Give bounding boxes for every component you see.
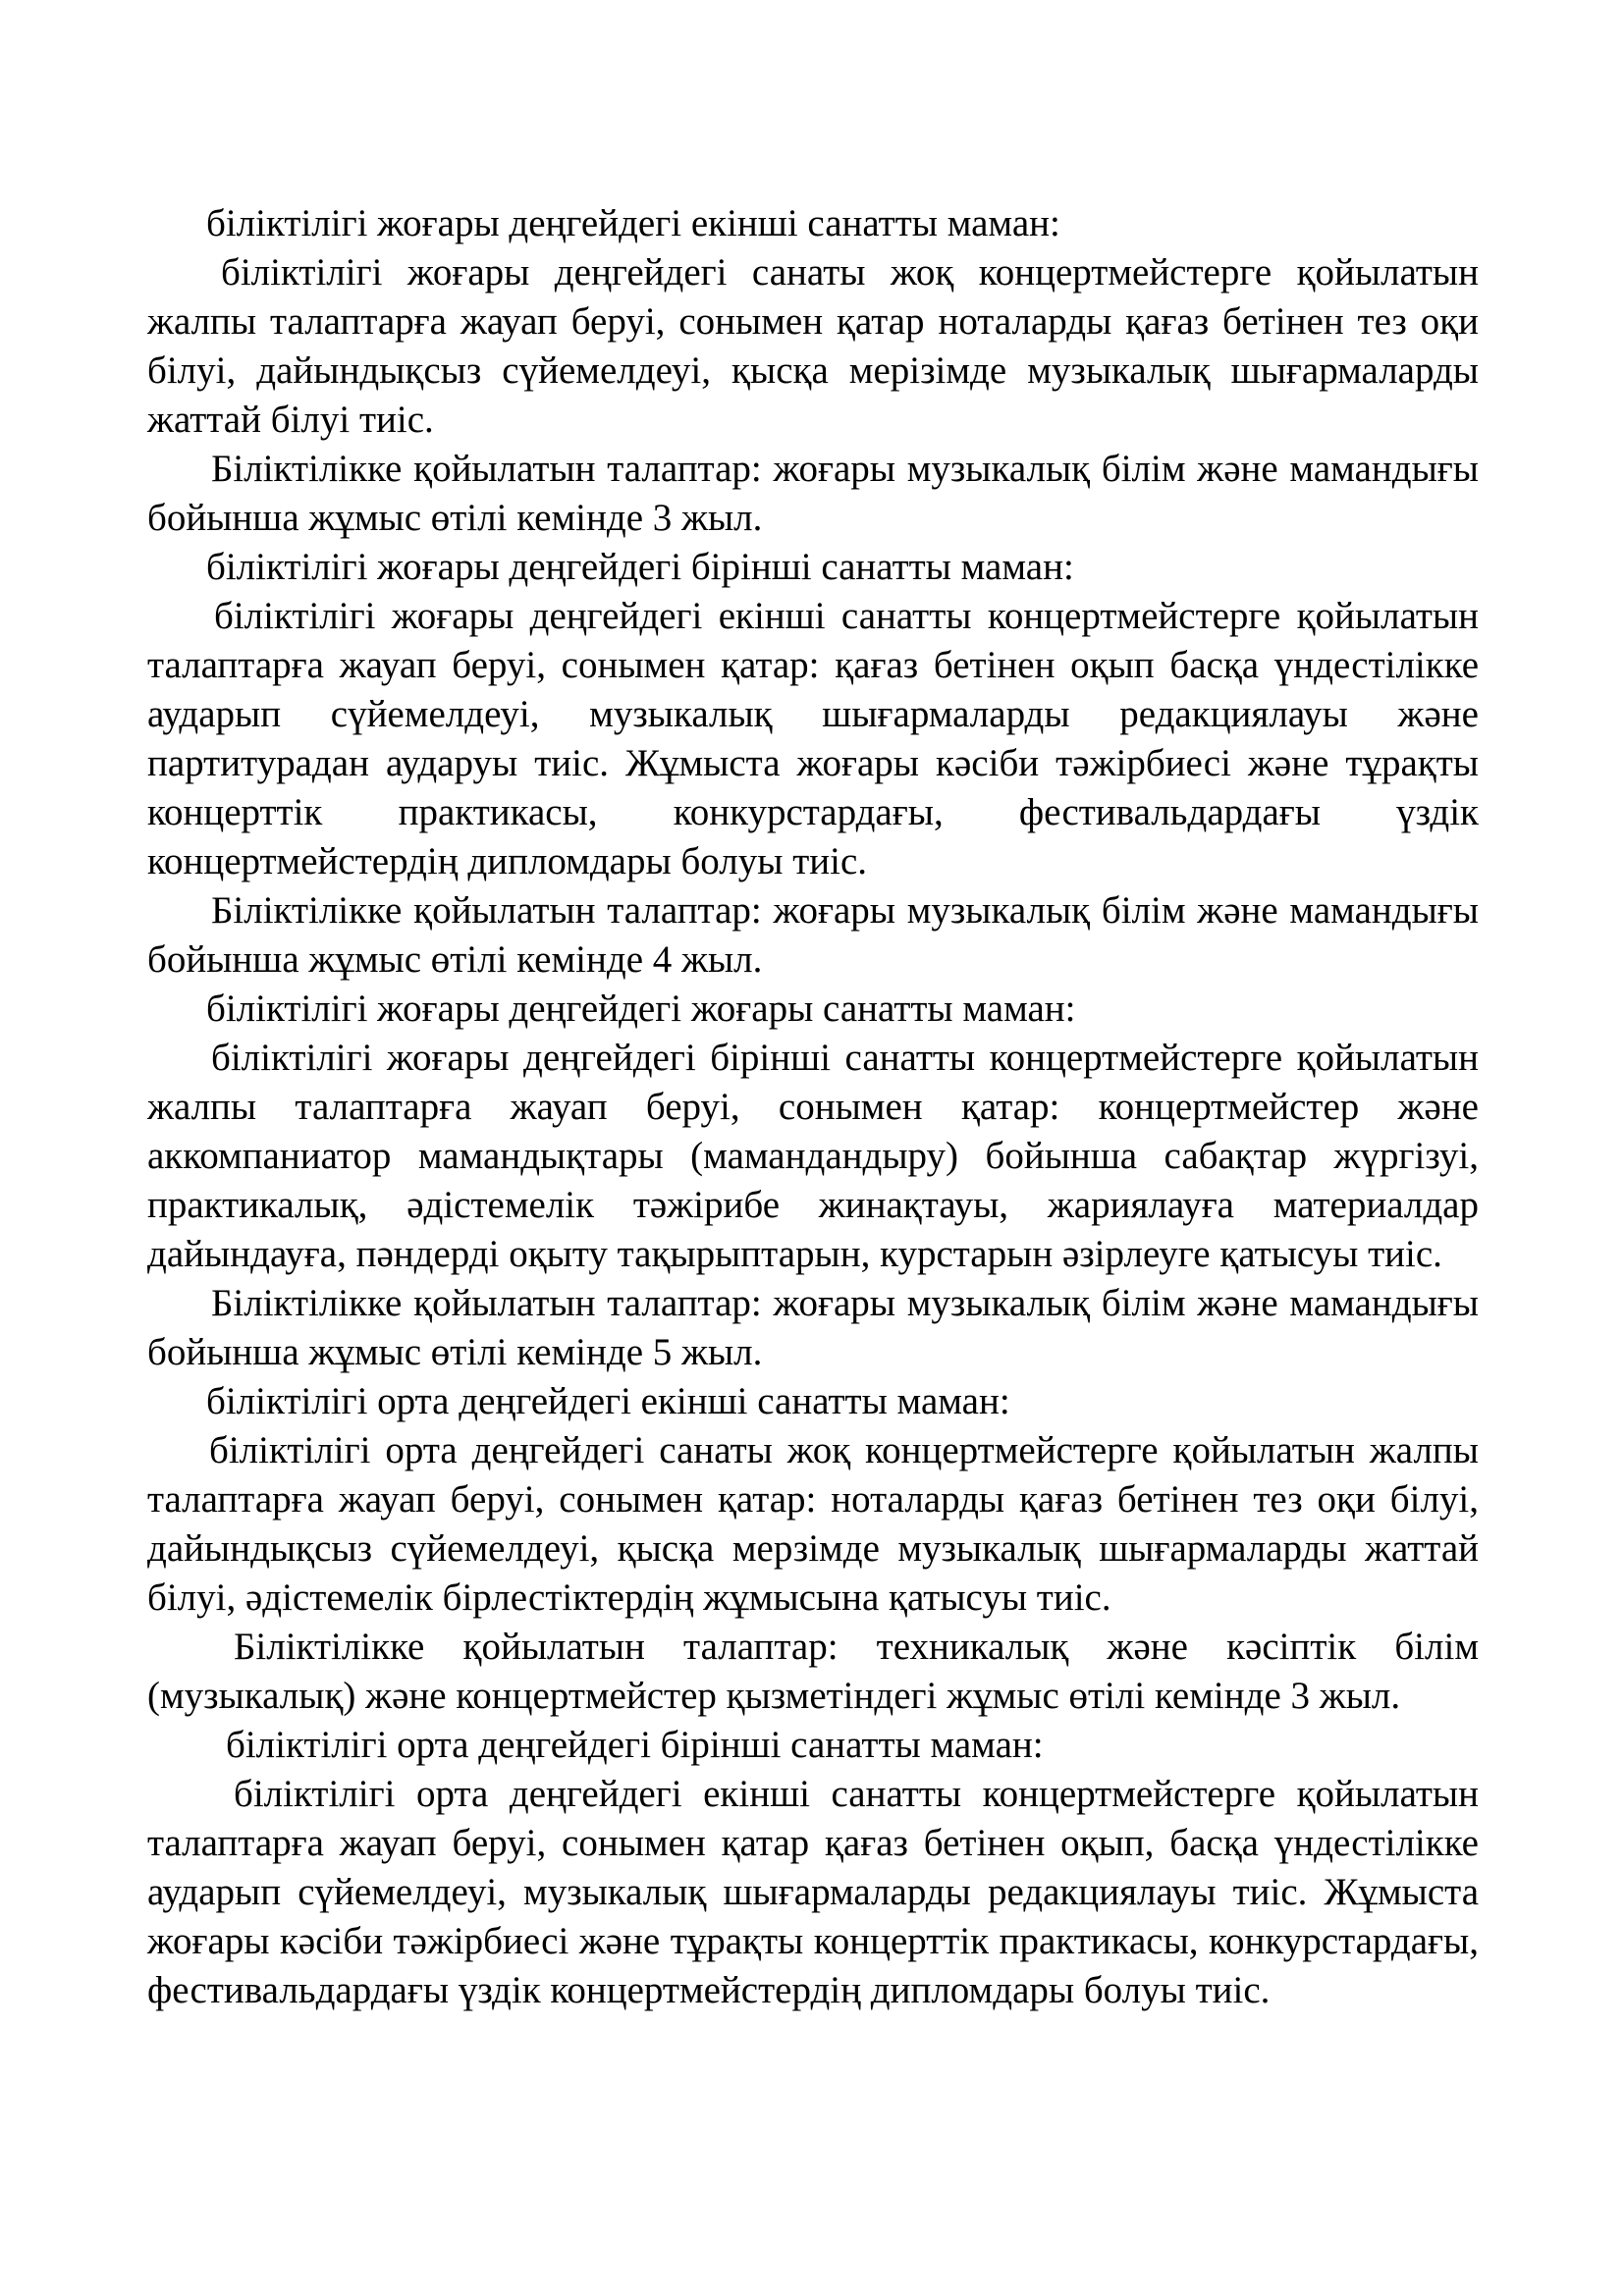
paragraph: біліктілігі жоғары деңгейдегі бірінші санатты концертмейстерге қойылатын жалпы талаптарға жауап беруі, сонымен қатар: концертмейстер және аккомпаниатор мамандықтары (мамандандыру) бойынша сабақтар жүргізуі, практикалық, әдістемелік тәжірибе жинақтауы, жариялауға материалдар дайындауға, пәндерді оқыту тақырыптарын, курстарын әзірлеуге қатысуы тиіс.	[147, 1037, 1479, 1275]
paragraph: Біліктілікке қойылатын талаптар: жоғары музыкалық білім және мамандығы бойынша жұмыс өтілі кемінде 5 жыл.	[147, 1282, 1479, 1373]
paragraph: біліктілігі жоғары деңгейдегі екінші санатты маман:	[206, 202, 1060, 244]
paragraph: біліктілігі жоғары деңгейдегі бірінші санатты маман:	[206, 546, 1074, 588]
paragraph: біліктілігі жоғары деңгейдегі екінші санатты концертмейстерге қойылатын талаптарға жауап беруі, сонымен қатар: қағаз бетінен оқып басқа үндестілікке аударып сүйемелдеуі, музыкалық шығармаларды редакциялауы және партитурадан аударуы тиіс. Жұмыста жоғары кәсіби тәжірбиесі және тұрақты концерттік практикасы, конкурстардағы, фестивальдардағы үздік концертмейстердің дипломдары болуы тиіс.	[147, 595, 1479, 882]
paragraph: Біліктілікке қойылатын талаптар: техникалық және кәсіптік білім (музыкалық) және концертмейстер қызметіндегі жұмыс өтілі кемінде 3 жыл.	[147, 1626, 1479, 1717]
paragraph: біліктілігі орта деңгейдегі екінші санатты концертмейстерге қойылатын талаптарға жауап беруі, сонымен қатар қағаз бетінен оқып, басқа үндестілікке аударып сүйемелдеуі, музыкалық шығармаларды редакциялауы тиіс. Жұмыста жоғары кәсіби тәжірбиесі және тұрақты концерттік практикасы, конкурстардағы, фестивальдардағы үздік концертмейстердің дипломдары болуы тиіс.	[147, 1773, 1479, 2011]
paragraph: біліктілігі жоғары деңгейдегі жоғары санатты маман:	[206, 988, 1076, 1030]
paragraph: біліктілігі орта деңгейдегі бірінші санатты маман:	[226, 1724, 1044, 1766]
paragraph: біліктілігі жоғары деңгейдегі санаты жоқ концертмейстерге қойылатын жалпы талаптарға жауап беруі, сонымен қатар ноталарды қағаз бетінен тез оқи білуі, дайындықсыз сүйемелдеуі, қысқа мерізімде музыкалық шығармаларды жаттай білуі тиіс.	[147, 251, 1479, 441]
paragraph: Біліктілікке қойылатын талаптар: жоғары музыкалық білім және мамандығы бойынша жұмыс өтілі кемінде 4 жыл.	[147, 889, 1479, 981]
paragraph: Біліктілікке қойылатын талаптар: жоғары музыкалық білім және мамандығы бойынша жұмыс өтілі кемінде 3 жыл.	[147, 448, 1479, 539]
document-text-block	[147, 199, 1479, 2015]
paragraph: біліктілігі орта деңгейдегі екінші санатты маман:	[206, 1380, 1010, 1422]
paragraph: біліктілігі орта деңгейдегі санаты жоқ концертмейстерге қойылатын жалпы талаптарға жауап беруі, сонымен қатар: ноталарды қағаз бетінен тез оқи білуі, дайындықсыз сүйемелдеуі, қысқа мерзімде музыкалық шығармаларды жаттай білуі, әдістемелік бірлестіктердің жұмысына қатысуы тиіс.	[147, 1429, 1479, 1619]
